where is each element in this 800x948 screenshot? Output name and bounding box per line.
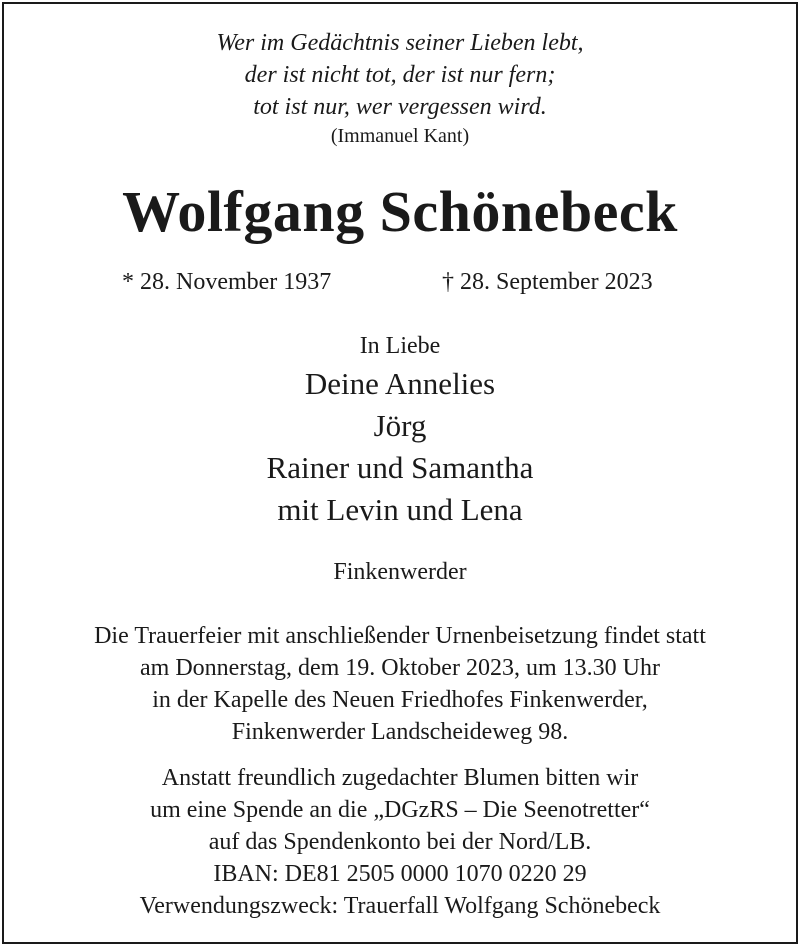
death-date: † 28. September 2023 (442, 269, 653, 295)
quote-line: tot ist nur, wer vergessen wird. (253, 94, 547, 120)
donation-line: Anstatt freundlich zugedachter Blumen bitten wir (161, 765, 639, 791)
donation-reference: Verwendungszweck: Trauerfall Wolfgang Schönebeck (139, 893, 661, 919)
mourner-name: Deine Annelies (304, 366, 496, 401)
quote-author: (Immanuel Kant) (330, 125, 470, 147)
mourners-place: Finkenwerder (333, 559, 467, 585)
deceased-name: Wolfgang Schönebeck (122, 179, 678, 244)
donation-iban: IBAN: DE81 2505 0000 1070 0220 29 (213, 861, 587, 887)
birth-date: * 28. November 1937 (122, 269, 332, 295)
ceremony-line: in der Kapelle des Neuen Friedhofes Finkenwerder, (152, 687, 648, 713)
quote-line: Wer im Gedächtnis seiner Lieben lebt, (216, 30, 584, 56)
mourners-intro: In Liebe (359, 333, 441, 359)
quote-line: der ist nicht tot, der ist nur fern; (244, 62, 556, 88)
mourner-name: Rainer und Samantha (266, 450, 534, 485)
donation-line: um eine Spende an die „DGzRS – Die Seenotretter“ (150, 797, 650, 823)
mourner-name: Jörg (373, 408, 427, 443)
donation-line: auf das Spendenkonto bei der Nord/LB. (208, 829, 592, 855)
ceremony-line: Finkenwerder Landscheideweg 98. (231, 719, 569, 745)
mourner-name: mit Levin und Lena (277, 492, 523, 527)
ceremony-line: am Donnerstag, dem 19. Oktober 2023, um 13.30 Uhr (140, 655, 660, 681)
obituary-notice (2, 2, 798, 944)
ceremony-line: Die Trauerfeier mit anschließender Urnenbeisetzung findet statt (94, 623, 706, 649)
